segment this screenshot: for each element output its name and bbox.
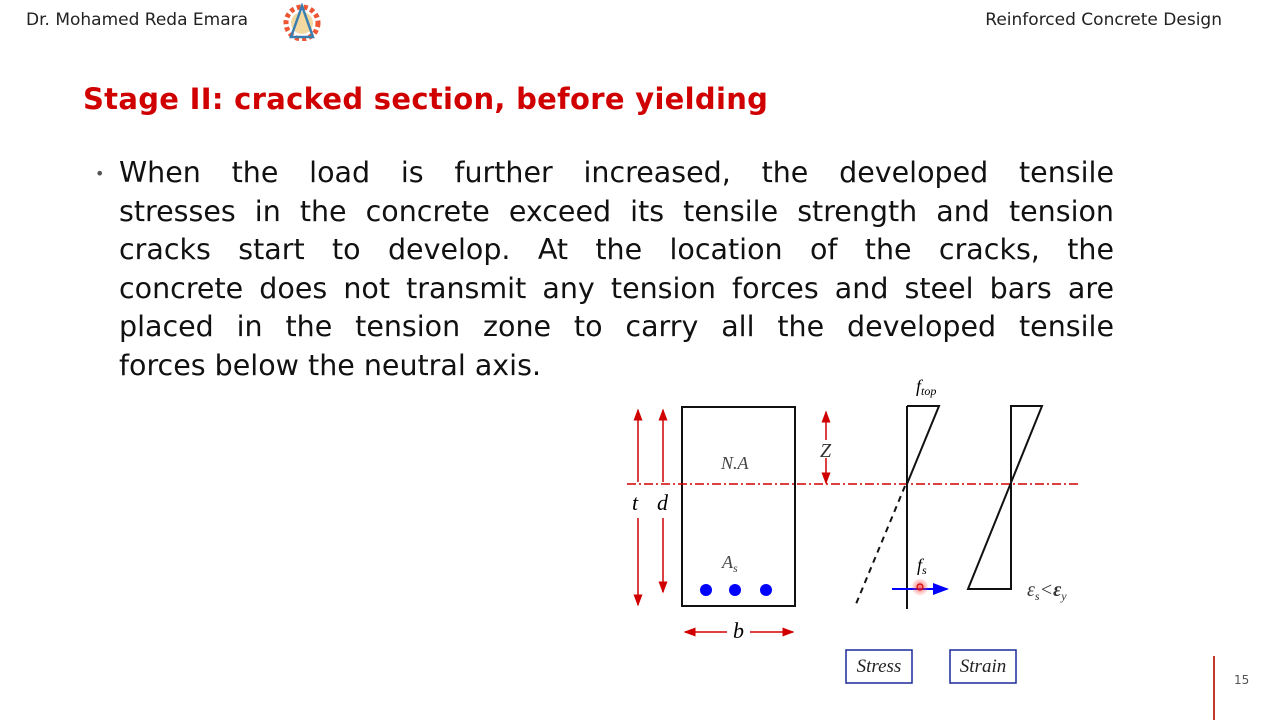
page-accent-bar [1213,656,1215,720]
label-strain-condition: $\varepsilon_s<\varepsilon_y$ [1027,579,1067,603]
label-z: Z [820,440,832,462]
steel-bar [760,584,772,596]
body-line: cracks start to develop. At the location of the cracks, the [119,233,1114,266]
label-fs: fs [917,555,927,577]
bullet-marker: • [95,164,105,183]
page-number: 15 [1234,673,1250,687]
label-b: b [733,618,744,643]
slide-title: Stage II: cracked section, before yielding [83,82,769,116]
body-line: stresses in the concrete exceed its tensile strength and tension [119,194,1114,228]
beam-section [682,407,795,606]
body-line: When the load is further increased, the developed tensile [119,156,1114,189]
stress-diagram [907,406,939,484]
course-title: Reinforced Concrete Design [985,10,1222,30]
body-line: placed in the tension zone to carry all the developed tensile [119,310,1114,343]
stress-label: Stress [856,656,902,677]
body-line: forces below the neutral axis. [119,348,542,382]
strain-diagram [968,406,1042,589]
label-as: $A_s$ [722,552,738,575]
cracked-tension-line [856,486,905,604]
author-name: Dr. Mohamed Reda Emara [26,10,249,30]
cursor-highlight [911,578,929,596]
body-line: concrete does not transmit any tension forces and steel bars are [119,271,1114,305]
label-ftop: ftop [916,376,937,398]
strain-label: Strain [959,656,1007,677]
label-t: t [632,490,639,515]
steel-bar [729,584,741,596]
steel-bar [700,584,712,596]
label-d: d [657,490,668,515]
label-neutral-axis: N.A [721,453,749,473]
